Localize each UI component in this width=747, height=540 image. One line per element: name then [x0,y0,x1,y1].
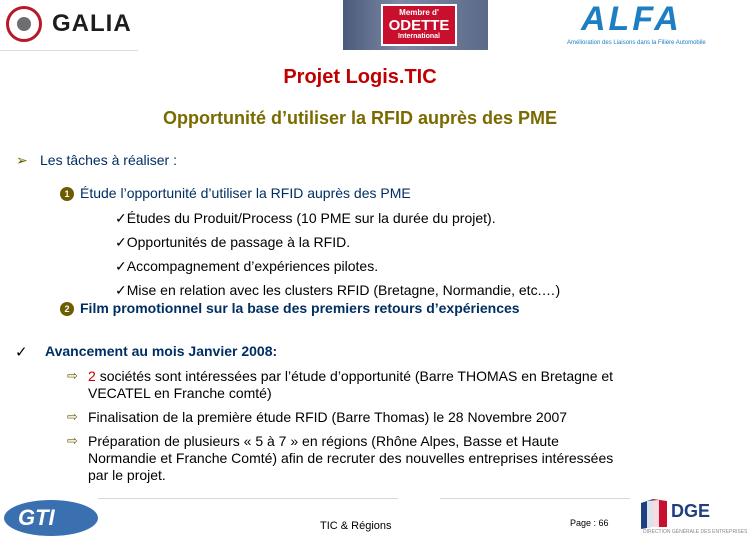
alfa-logo-text: ALFA [581,0,682,38]
odette-badge [381,4,457,46]
tasks-label: Les tâches à réaliser : [40,152,177,168]
checkmark-icon: ✓ [115,234,127,250]
dge-flag-icon [637,497,671,531]
hollow-arrow-icon: ⇨ [67,433,78,448]
slide-subtitle: Opportunité d’utiliser la RFID auprès des PME [162,108,558,128]
progress-paragraph-2: Finalisation de la première étude RFID (Barre Thomas) le 28 Novembre 2007 [88,409,568,425]
gti-logo-text: GTI [18,505,55,530]
hollow-arrow-icon: ⇨ [67,368,78,383]
arrow-bullet-icon: ➢ [16,152,28,168]
progress-paragraph-3: Préparation de plusieurs « 5 à 7 » en régions (Rhône Alpes, Basse et Haute Normandie et Franche Comté) afin de recruter des nouvelles entreprises intéressées par le projet. [88,433,614,483]
task-subitem: ✓Études du Produit/Process (10 PME sur la durée du projet). [115,210,496,226]
task-subitem: ✓Mise en relation avec les clusters RFID (Bretagne, Normandie, etc.…) [115,282,561,298]
page-number: Page : 66 [570,518,609,528]
galia-emblem-icon [6,6,42,42]
companies-count: 2 [88,368,96,384]
gti-logo [4,496,102,538]
dge-logo [637,497,747,539]
number-one-icon: 1 [60,187,74,201]
dge-logo-text: DGE [671,501,711,521]
alfa-logo [565,0,720,50]
odette-main-text: ODETTE [388,17,450,34]
hollow-arrow-icon: ⇨ [67,409,78,424]
alfa-tagline: Amélioration des Liaisons dans la Filière Automobile [567,40,706,46]
checkmark-icon: ✓ [115,282,127,298]
galia-logo [0,0,138,51]
slide-title: Projet Logis.TIC [283,66,437,88]
footer-divider [98,498,398,499]
checkmark-icon: ✓ [115,258,127,274]
checkmark-icon: ✓ [15,344,28,361]
progress-paragraph-1: 2 sociétés sont intéressées par l’étude d’opportunité (Barre THOMAS en Bretagne et VECATEL en Franche comté) [88,368,614,401]
footer-divider [440,498,630,499]
task-item-2: Film promotionnel sur la base des premiers retours d’expériences [80,300,520,316]
galia-logo-text: GALIA [52,10,132,37]
footer-caption: TIC & Régions [320,520,392,532]
odette-logo [343,0,488,50]
odette-bottom-text: International [397,33,440,40]
progress-label: Avancement au mois Janvier 2008: [45,343,278,359]
task-item-1: Étude l’opportunité d’utiliser la RFID auprès des PME [80,185,411,201]
odette-top-text: Membre d' [399,8,439,17]
task-subitem: ✓Accompagnement d’expériences pilotes. [115,258,379,274]
number-two-icon: 2 [60,302,74,316]
checkmark-icon: ✓ [115,210,127,226]
dge-tagline: DIRECTION GÉNÉRALE DES ENTREPRISES [643,529,747,535]
task-subitem: ✓Opportunités de passage à la RFID. [115,234,351,250]
